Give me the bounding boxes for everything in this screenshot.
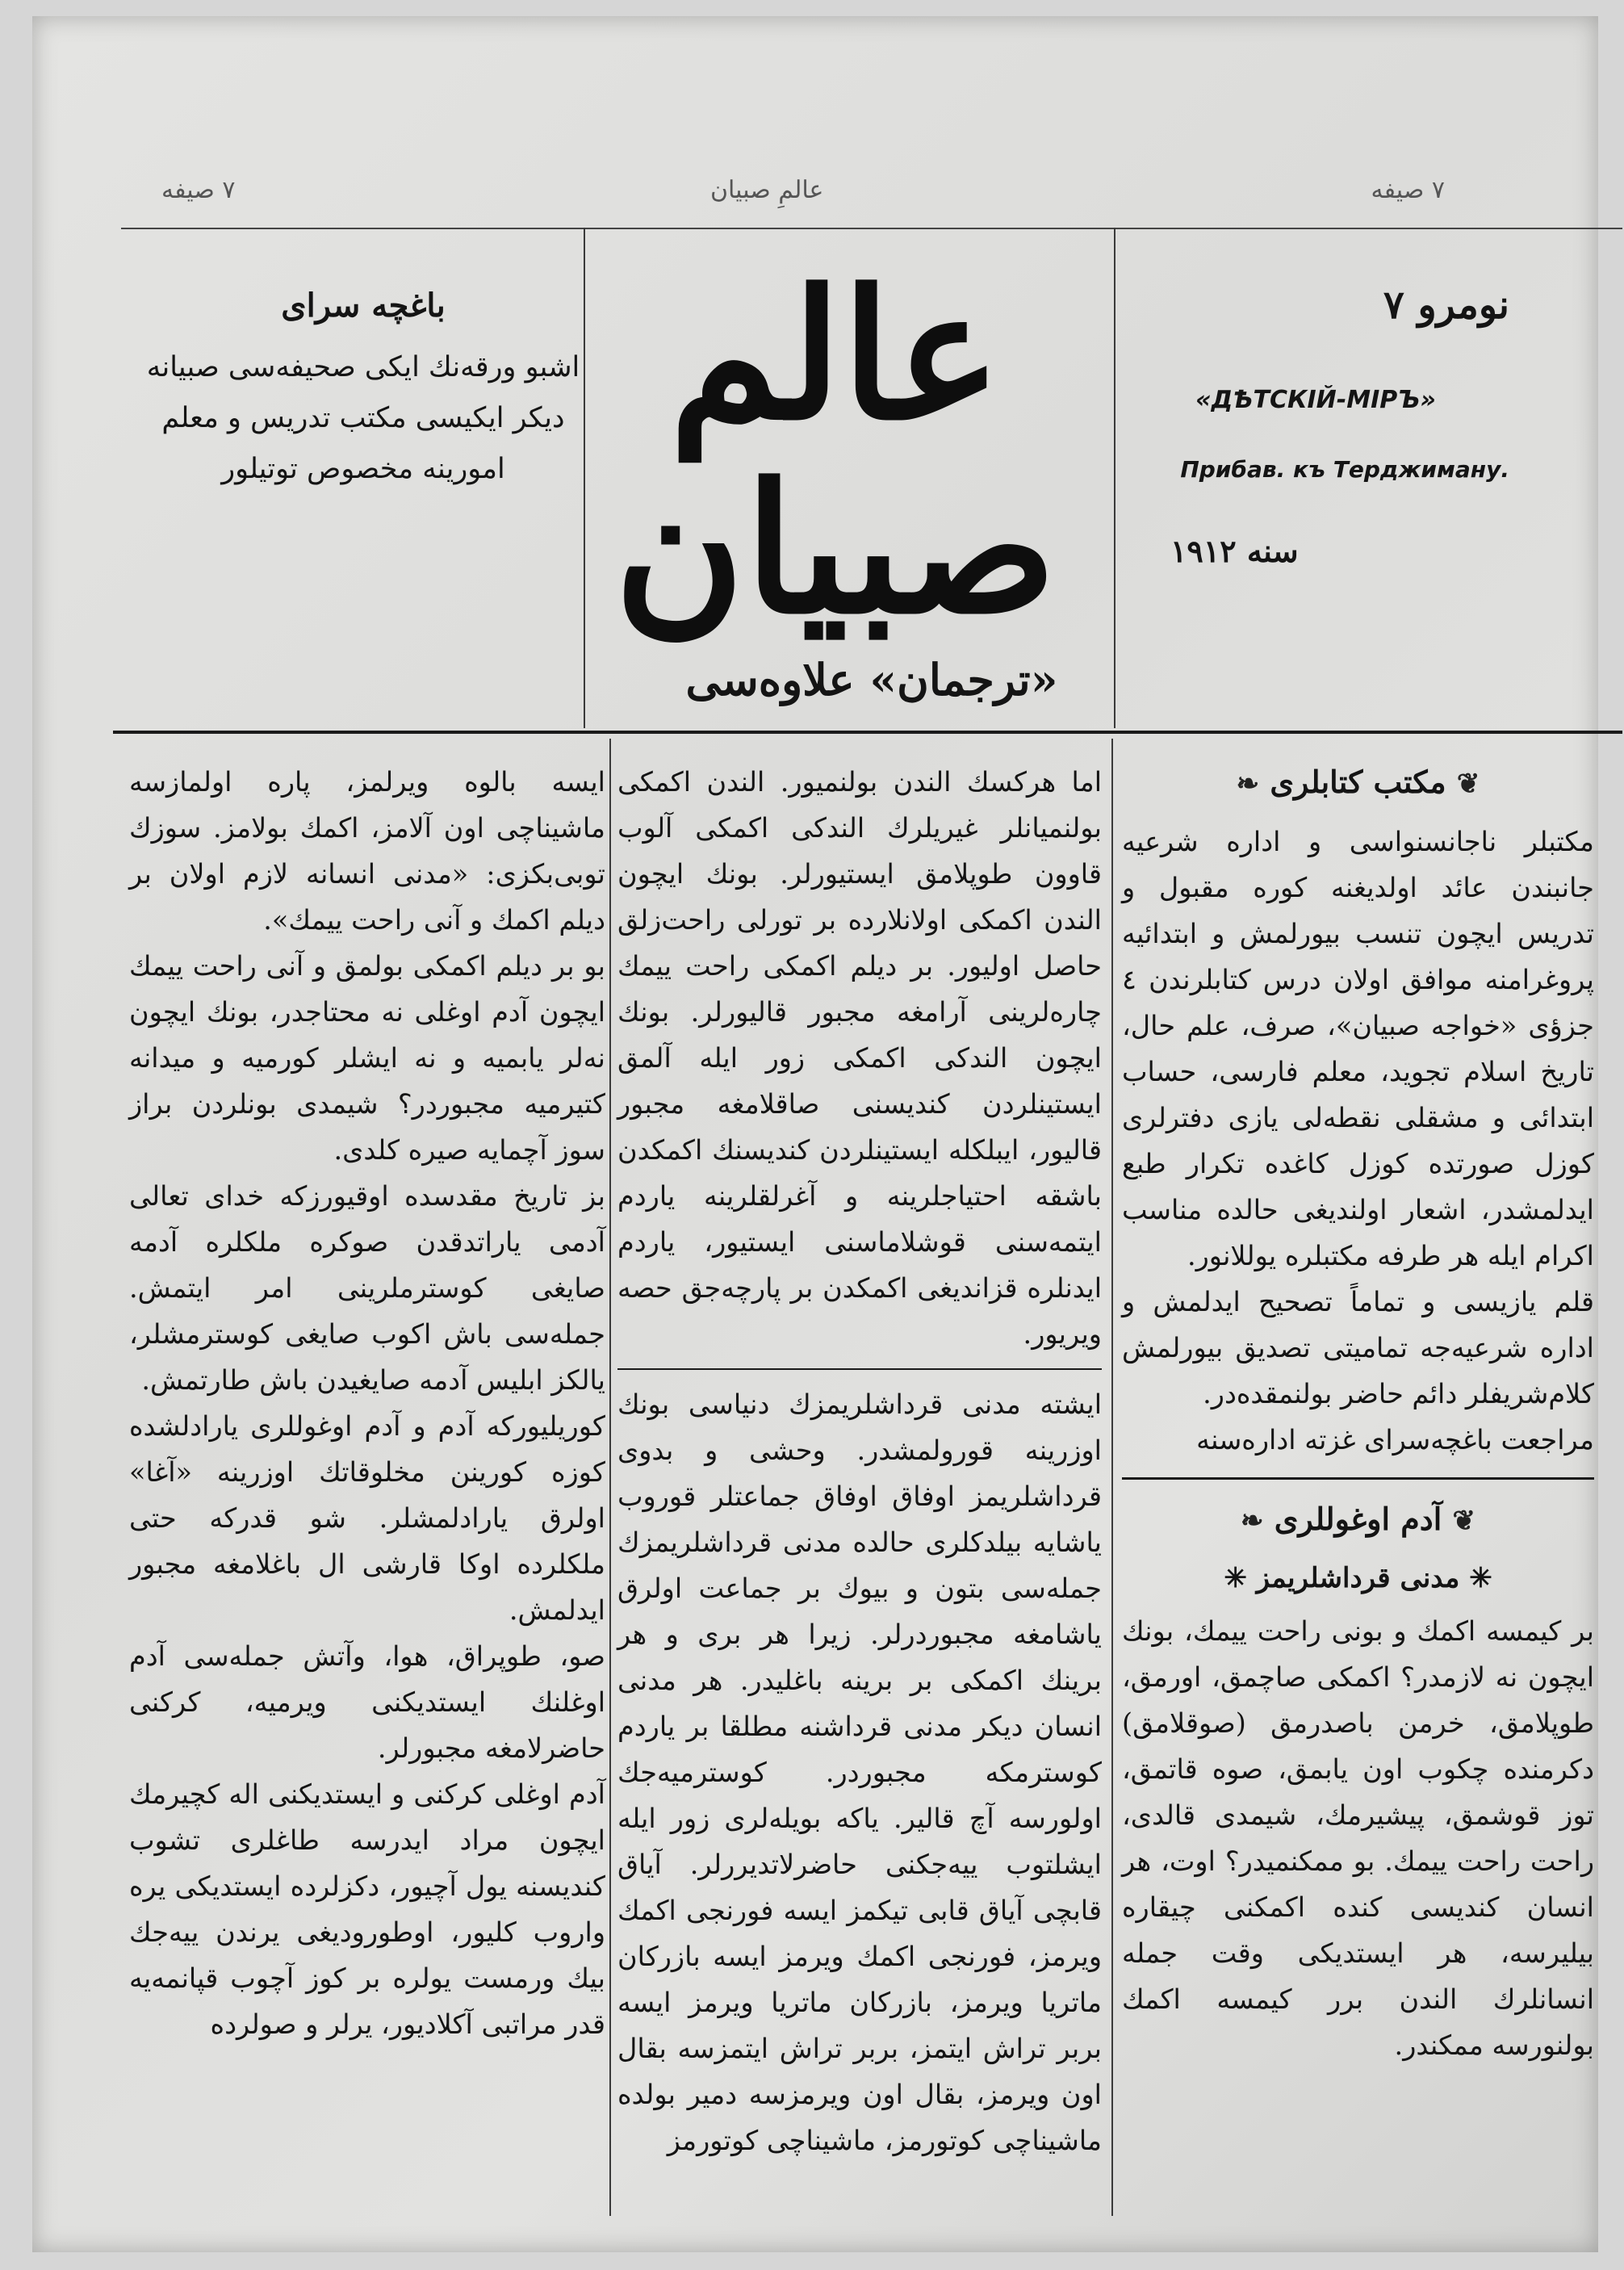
masthead-intro: اشبو ورقه‌نك ايكی صحيفه‌سی صبيانه ديكر ايكيسی مكتب تدريس و معلم امورينه مخصوص توتيلور xyxy=(146,351,580,485)
masthead-rule-right xyxy=(1114,228,1115,728)
ornament-icon: ❦ xyxy=(1456,768,1480,800)
masthead-title: عالم صبيان xyxy=(613,250,1057,653)
star-icon: ✳ xyxy=(1469,1562,1492,1594)
masthead-right xyxy=(1122,283,1509,569)
masthead-left xyxy=(129,287,597,495)
column-left xyxy=(129,759,605,2047)
paragraph: ايسه بالوه ويرلمز، پاره اولمازسه ماشيناچی اون آلامز، اكمك بولامز. سوزك توبی‌بكزی: «مدنی انسانه لازم اولان بر ديلم اكمك و آنی راحت ييمك». xyxy=(129,766,605,936)
running-header-left: ٧ صيفه xyxy=(161,176,236,204)
subheading-text: مدنی قرداشلريمز xyxy=(1256,1562,1460,1594)
section-divider xyxy=(617,1368,1102,1370)
ornament-icon: ❧ xyxy=(1236,768,1260,800)
section-divider xyxy=(1122,1477,1594,1480)
star-icon: ✳ xyxy=(1224,1562,1247,1594)
column-rule-1 xyxy=(609,739,611,2216)
paragraph: كوريليوركه آدم و آدم اوغوللری يارادلشده كوزه كورينن مخلوقاتك اوزرينه «آغا» اولرق يارادلمشلر. شو قدركه حتی ملكلرده اوكا قارشی ال باغلامغه مجبور ايدلمش. xyxy=(129,1410,605,1626)
running-header-right: ٧ صيفه xyxy=(1371,176,1445,204)
running-header-center: عالمِ صبيان xyxy=(710,176,824,204)
paragraph: بر كيمسه اكمك و بونی راحت ييمك، بونك ايچون نه لازمدر؟ اكمكی صاچمق، اورمق، طوپلامق، خرمن باصدرمق (صوقلامق) دكرمنده چكوب اون يابمق، صوه قاتمق، توز قوشمق، پيشيرمك، شيمدی قالدی، راحت راحت ييمك. بو ممكنميدر؟ اوت، هر انسان كنديسی كنده اكمكنی چيقاره بيليرسه، هر ايستديكی وقت جمله انسانلرك الندن برر كيمسه اكمك بولنورسه ممكندر. xyxy=(1122,1615,1594,2061)
paragraph: آدم اوغلی كركنی و ايستديكنی اله كچيرمك ايچون مراد ايدرسه طاغلری تشوب كنديسنه يول آچيور، دكزلرده ايستديكی يره واروب كليور، اوطوروديغی يرندن ييه‌جك بيك ورمست يولره بر كوز آچوب قپانمه‌يه قدر مراتبی آكلاديور، يرلر و صولرده xyxy=(129,1778,605,2040)
section-heading-text: آدم اوغوللری xyxy=(1274,1501,1442,1537)
section-heading-school-books xyxy=(1122,759,1594,807)
paragraph: ايشته مدنی قرداشلريمزك دنياسی بونك اوزرينه قورولمشدر. وحشی و بدوی قرداشلريمز اوفاق اوفاق جماعتلر قوروب ياشايه بيلدكلری حالده مدنی قرداشلريمزك جمله‌سی بتون و بيوك بر جماعت اولرق ياشامغه مجبوردرلر. زيرا هر بری و هر برينك اكمكی بر برينه باغليدر. هر مدنی انسان ديكر مدنی قرداشنه مطلقا بر ياردم كوسترمكه مجبوردر. كوسترميه‌جك اولورسه آچ قالير. ياكه بويله‌لری زور ايله ايشلتوب ييه‌جكنی حاضرلاتديررلر. آياق قابچی آياق قابی تيكمز ايسه فورنجی اكمك ويرمز، فورنجی اكمك ويرمز ايسه بازركان ماتريا ويرمز، بازركان ماتريا ويرمز ايسه بربر تراش ايتمز، بربر تراش ايتمزسه بقال اون ويرمز، بقال اون ويرمزسه دمير بولده ماشيناچی كوتورمز، ماشيناچی كوتورمز xyxy=(617,1388,1102,2156)
paragraph: مكتبلر نا‌جانسنواسی و اداره شرعيه جانبندن عائد اولديغنه كوره مقبول و تدريس ايچون تنسب بيورلمش و ابتدائيه پروغرامنه موافق اولان درس كتابلرندن ٤ جزؤی «خواجه صبيان»، صرف، علم حال، تاريخ اسلام تجويد، معلم فارسی، حساب ابتدائی و مشقلی نقطه‌لی يازی دفترلری كوزل صورتده كوزل كاغده تكرار طبع ايدلمشدر، اشعار اولنديغی حالده مناسب اكرام ايله هر طرفه مكتبلره يوللانور. xyxy=(1122,826,1594,1271)
masthead-bottom-rule xyxy=(113,731,1622,734)
ornament-icon: ❦ xyxy=(1452,1505,1475,1537)
paragraph: بو بر ديلم اكمكی بولمق و آنی راحت ييمك ايچون آدم اوغلی نه محتاجدر، بونك ايچون نه‌لر يابميه و نه ايشلر كورميه و ميدانه كتيرميه مجبوردر؟ شيمدی بونلردن براز سوز آچمايه صيره كلدی. xyxy=(129,950,605,1166)
russian-subtitle: Прибав. къ Терджиману. xyxy=(1180,456,1509,483)
section-heading-humankind xyxy=(1122,1496,1594,1544)
masthead-place: باغچه سرای xyxy=(281,287,446,325)
paragraph: بز تاريخ مقدسده اوقيورزكه خدای تعالی آدمی ياراتدقدن صوكره ملكلره آدمه صايغی كوسترملرينی امر ايتمش. جمله‌سی باش اكوب صايغی كوسترمشلر، يالكز ابليس آدمه صايغيدن باش طارتمش. xyxy=(129,1180,605,1396)
masthead-top-rule xyxy=(121,228,1622,229)
paragraph: صو، طوپراق، هوا، وآتش جمله‌سی آدم اوغلنك ايستديكنی ويرميه، كركنی حاضرلامغه مجبورلر. xyxy=(129,1640,605,1764)
ornament-icon: ❧ xyxy=(1241,1505,1264,1537)
paragraph: قلم يازيسی و تماماً تصحيح ايدلمش و اداره شرعيه‌جه تماميتی تصديق بيورلمش كلام‌شريفلر دائم حاضر بولنمقده‌در. xyxy=(1122,1286,1594,1409)
paragraph: مراجعت باغچه‌سرای غزته اداره‌سنه xyxy=(1196,1424,1594,1455)
newspaper-page xyxy=(32,16,1598,2252)
column-right xyxy=(1122,759,1594,2068)
column-middle xyxy=(617,759,1102,2163)
issue-year: سنه ١٩١٢ xyxy=(1170,533,1299,569)
paragraph: اما هركسك الندن بولنميور. الندن اكمكی بولنميانلر غيريلرك الندكی اكمكی آلوب قاوون طوپلامق ايستيورلر. بونك ايچون الندن اكمكی اولانلارده بر تورلی راحت‌زلق حاصل اوليور. بر ديلم اكمكی راحت ييمك چاره‌لرينی آرامغه مجبور قاليورلر. بونك ايچون الندكی اكمكی زور ايله آلمق ايستينلردن كنديسنی صاقلامغه مجبور قاليور، ايبلكله ايستينلردن كنديسنك اكمكدن باشقه احتياجلرينه و آغرلقلرينه ياردم ايتمه‌سنی قوشلاماسنی ايستيور، ياردم ايدنلره قزاندیغی اكمكدن بر پارچه‌جق حصه ويريور. xyxy=(617,766,1102,1350)
column-rule-2 xyxy=(1111,739,1113,2216)
section-heading-text: مكتب كتابلری xyxy=(1270,764,1446,800)
masthead-subtitle: «ترجمان» علاوه‌سی xyxy=(685,654,1058,706)
russian-title: «ДѢТСКІЙ-МІРЪ» xyxy=(1195,386,1436,414)
subheading xyxy=(1122,1556,1594,1602)
issue-number: نومرو ٧ xyxy=(1383,283,1509,328)
